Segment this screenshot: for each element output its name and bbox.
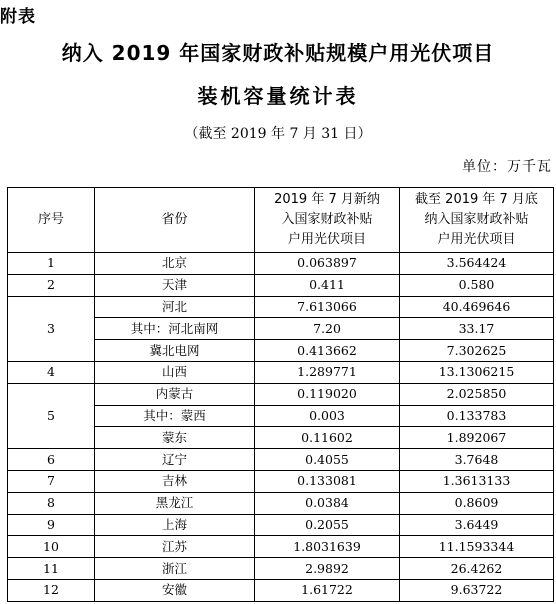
- row-july-value: 7.20: [255, 318, 400, 340]
- table-row: [8, 296, 554, 318]
- row-province: 内蒙古: [95, 383, 255, 405]
- row-july-value: 0.063897: [255, 253, 400, 275]
- header-cumulative: [400, 188, 554, 253]
- row-province: 蒙东: [95, 427, 255, 449]
- row-province: 浙江: [95, 558, 255, 580]
- table-row: [8, 579, 554, 601]
- row-july-value: 0.003: [255, 405, 400, 427]
- row-no: 4: [8, 361, 95, 383]
- row-july-value: 0.133081: [255, 470, 400, 492]
- row-total-value: 33.17: [400, 318, 554, 340]
- row-no: 2: [8, 274, 95, 296]
- row-july-value: 0.4055: [255, 449, 400, 471]
- row-no: 5: [8, 383, 95, 448]
- row-province: 黑龙江: [95, 492, 255, 514]
- as-of-date: （截至 2019 年 7 月 31 日）: [184, 126, 372, 142]
- row-province: 北京: [95, 253, 255, 275]
- row-july-value: 0.0384: [255, 492, 400, 514]
- table-row: [8, 470, 554, 492]
- row-province: 其中：河北南网: [95, 318, 255, 340]
- unit-label: 单位：万千瓦: [462, 159, 552, 175]
- header-july-line3: 户用光伏项目: [287, 232, 366, 247]
- row-province: 天津: [95, 274, 255, 296]
- header-total-line2: 纳入国家财政补贴: [424, 212, 529, 227]
- row-province: 其中：蒙西: [95, 405, 255, 427]
- row-july-value: 0.11602: [255, 427, 400, 449]
- row-province: 山西: [95, 361, 255, 383]
- table-row: [8, 253, 554, 275]
- row-total-value: 0.580: [400, 274, 554, 296]
- annex-label: 附表: [0, 7, 36, 27]
- header-july-line1: 2019 年 7 月新纳: [274, 192, 380, 207]
- row-july-value: 7.613066: [255, 296, 400, 318]
- row-total-value: 3.6449: [400, 514, 554, 536]
- table-row: [8, 492, 554, 514]
- row-total-value: 0.133783: [400, 405, 554, 427]
- table-row: [8, 514, 554, 536]
- header-july-line2: 入国家财政补贴: [281, 212, 373, 227]
- row-province: 辽宁: [95, 449, 255, 471]
- row-province: 吉林: [95, 470, 255, 492]
- table-row: [8, 449, 554, 471]
- row-no: 7: [8, 470, 95, 492]
- row-province: 冀北电网: [95, 340, 255, 362]
- table-row: [8, 383, 554, 405]
- row-no: 11: [8, 558, 95, 580]
- document-subtitle: 装机容量统计表: [197, 84, 359, 108]
- table-row: [8, 558, 554, 580]
- row-province: 江苏: [95, 536, 255, 558]
- row-no: 3: [8, 296, 95, 361]
- row-total-value: 3.7648: [400, 449, 554, 471]
- row-total-value: 11.1593344: [400, 536, 554, 558]
- row-total-value: 2.025850: [400, 383, 554, 405]
- row-province: 上海: [95, 514, 255, 536]
- header-total-line1: 截至 2019 年 7 月底: [415, 192, 538, 207]
- row-total-value: 9.63722: [400, 579, 554, 601]
- row-no: 10: [8, 536, 95, 558]
- row-total-value: 40.469646: [400, 296, 554, 318]
- row-province: 安徽: [95, 579, 255, 601]
- row-no: 12: [8, 579, 95, 601]
- row-total-value: 26.4262: [400, 558, 554, 580]
- header-july-new: [255, 188, 400, 253]
- table-row: [8, 361, 554, 383]
- capacity-table: [7, 187, 554, 602]
- row-july-value: 0.413662: [255, 340, 400, 362]
- row-no: 9: [8, 514, 95, 536]
- row-july-value: 0.119020: [255, 383, 400, 405]
- header-total-line3: 户用光伏项目: [437, 232, 516, 247]
- row-july-value: 0.2055: [255, 514, 400, 536]
- document-title: 纳入 2019 年国家财政补贴规模户用光伏项目: [61, 41, 495, 65]
- row-total-value: 7.302625: [400, 340, 554, 362]
- header-province: 省份: [95, 188, 255, 253]
- row-no: 6: [8, 449, 95, 471]
- row-total-value: 3.564424: [400, 253, 554, 275]
- header-no: 序号: [8, 188, 95, 253]
- row-total-value: 13.1306215: [400, 361, 554, 383]
- table-row: [8, 536, 554, 558]
- row-july-value: 1.8031639: [255, 536, 400, 558]
- table-header-row: [8, 188, 554, 253]
- row-july-value: 2.9892: [255, 558, 400, 580]
- table-row: [8, 274, 554, 296]
- row-total-value: 1.3613133: [400, 470, 554, 492]
- row-july-value: 0.411: [255, 274, 400, 296]
- row-july-value: 1.61722: [255, 579, 400, 601]
- row-july-value: 1.289771: [255, 361, 400, 383]
- row-total-value: 1.892067: [400, 427, 554, 449]
- row-no: 8: [8, 492, 95, 514]
- row-total-value: 0.8609: [400, 492, 554, 514]
- row-no: 1: [8, 253, 95, 275]
- row-province: 河北: [95, 296, 255, 318]
